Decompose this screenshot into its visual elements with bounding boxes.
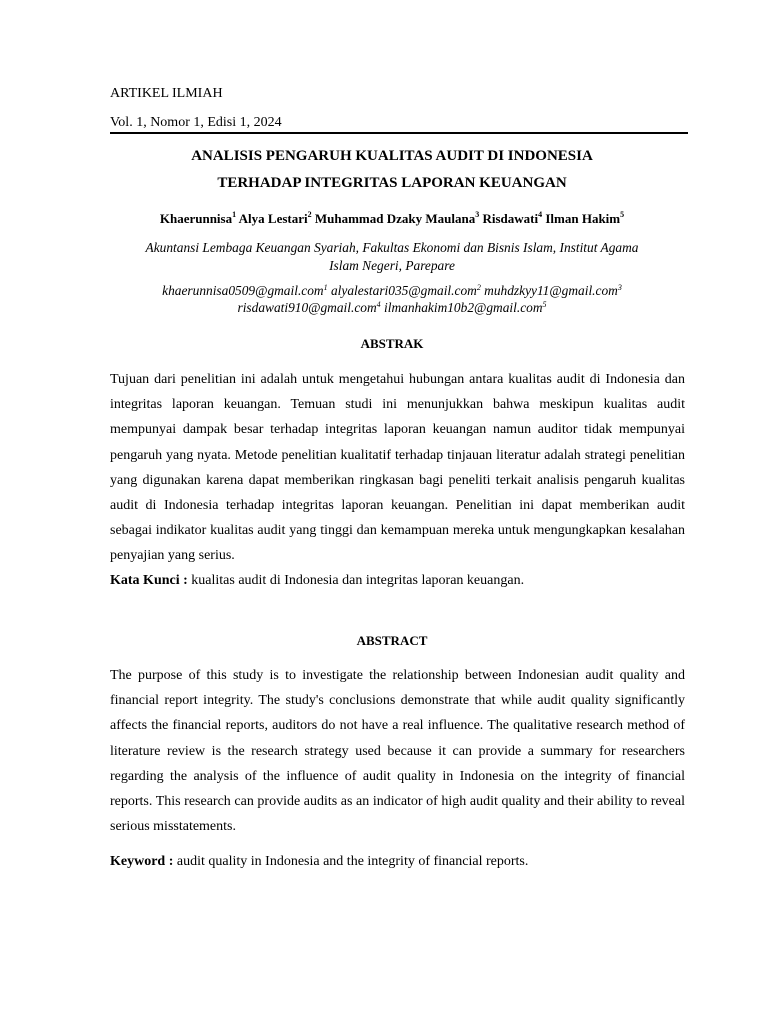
email-superscript: 3 <box>617 283 622 292</box>
email-superscript: 4 <box>376 300 381 309</box>
author-name: Muhammad Dzaky Maulana <box>314 211 476 226</box>
email-superscript: 5 <box>542 300 547 309</box>
abstrak-heading: ABSTRAK <box>360 336 424 351</box>
affiliation-line-1: Akuntansi Lembaga Keuangan Syariah, Fakultas Ekonomi dan Bisnis Islam, Institut Agama <box>145 240 639 255</box>
author-name: Risdawati <box>482 211 539 226</box>
abstract-heading: ABSTRACT <box>356 633 428 648</box>
abstract-body: The purpose of this study is to investigate the relationship between Indonesian audit quality and financial report integrity. The study's conclusions demonstrate that while audit quality significantly affects the financial reports, auditors do not have a real influence. The qualitative research method of literature review is the research strategy used because it can provide a summary for researchers regarding the analysis of the influence of audit quality in Indonesia on the integrity of financial reports. This research can provide audits as an indicator of high audit quality and their ability to reveal serious misstatements. <box>110 668 685 835</box>
kata-kunci <box>110 571 685 591</box>
keyword-text: audit quality in Indonesia and the integrity of financial reports. <box>173 854 529 869</box>
author-name: Ilman Hakim <box>545 211 621 226</box>
author-superscript: 2 <box>307 210 312 219</box>
header-rule <box>110 132 688 134</box>
author-superscript: 5 <box>620 210 625 219</box>
keyword-en <box>110 852 685 872</box>
author-superscript: 4 <box>538 210 543 219</box>
email-address[interactable]: alyalestari035@gmail.com <box>330 283 477 298</box>
author-superscript: 3 <box>475 210 480 219</box>
email-address[interactable]: khaerunnisa0509@gmail.com <box>162 283 324 298</box>
journal-label: ARTIKEL ILMIAH <box>110 86 223 101</box>
email-superscript: 2 <box>476 283 481 292</box>
email-line-1 <box>100 282 684 299</box>
email-superscript: 1 <box>323 283 328 292</box>
author-name: Alya Lestari <box>238 211 308 226</box>
email-address[interactable]: ilmanhakim10b2@gmail.com <box>384 300 543 315</box>
author-superscript: 1 <box>232 210 237 219</box>
abstrak-body: Tujuan dari penelitian ini adalah untuk mengetahui hubungan antara kualitas audit di Indonesia dan integritas laporan keuangan. Temuan studi ini menunjukkan bahwa meskipun kualitas audit mempunyai dampak besar terhadap integritas laporan keuangan namun auditor tidak mempunyai pengaruh yang nyata. Metode penelitian kualitatif terhadap tinjauan literatur adalah strategi penelitian yang digunakan karena dapat memberikan ringkasan bagi peneliti terkait analisis pengaruh kualitas audit di Indonesia terhadap integritas laporan keuangan. Penelitian ini dapat memberikan audit sebagai indikator kualitas audit yang tinggi dan kemampuan mereka untuk mengungkapkan kesalahan penyajian yang serius. <box>110 372 685 564</box>
email-address[interactable]: risdawati910@gmail.com <box>237 300 377 315</box>
affiliation-line-2: Islam Negeri, Parepare <box>329 258 455 273</box>
keyword-label: Keyword : <box>110 854 174 869</box>
email-line-2 <box>100 299 684 316</box>
author-name: Khaerunnisa <box>159 211 233 226</box>
journal-volume: Vol. 1, Nomor 1, Edisi 1, 2024 <box>110 115 282 130</box>
title-line-1: ANALISIS PENGARUH KUALITAS AUDIT DI INDONESIA <box>191 148 593 164</box>
title-line-2: TERHADAP INTEGRITAS LAPORAN KEUANGAN <box>217 175 567 191</box>
author-list <box>100 210 684 228</box>
email-address[interactable]: muhdzkyy11@gmail.com <box>484 283 618 298</box>
kata-kunci-label: Kata Kunci : <box>110 573 188 588</box>
kata-kunci-text: kualitas audit di Indonesia dan integritas laporan keuangan. <box>187 573 525 588</box>
